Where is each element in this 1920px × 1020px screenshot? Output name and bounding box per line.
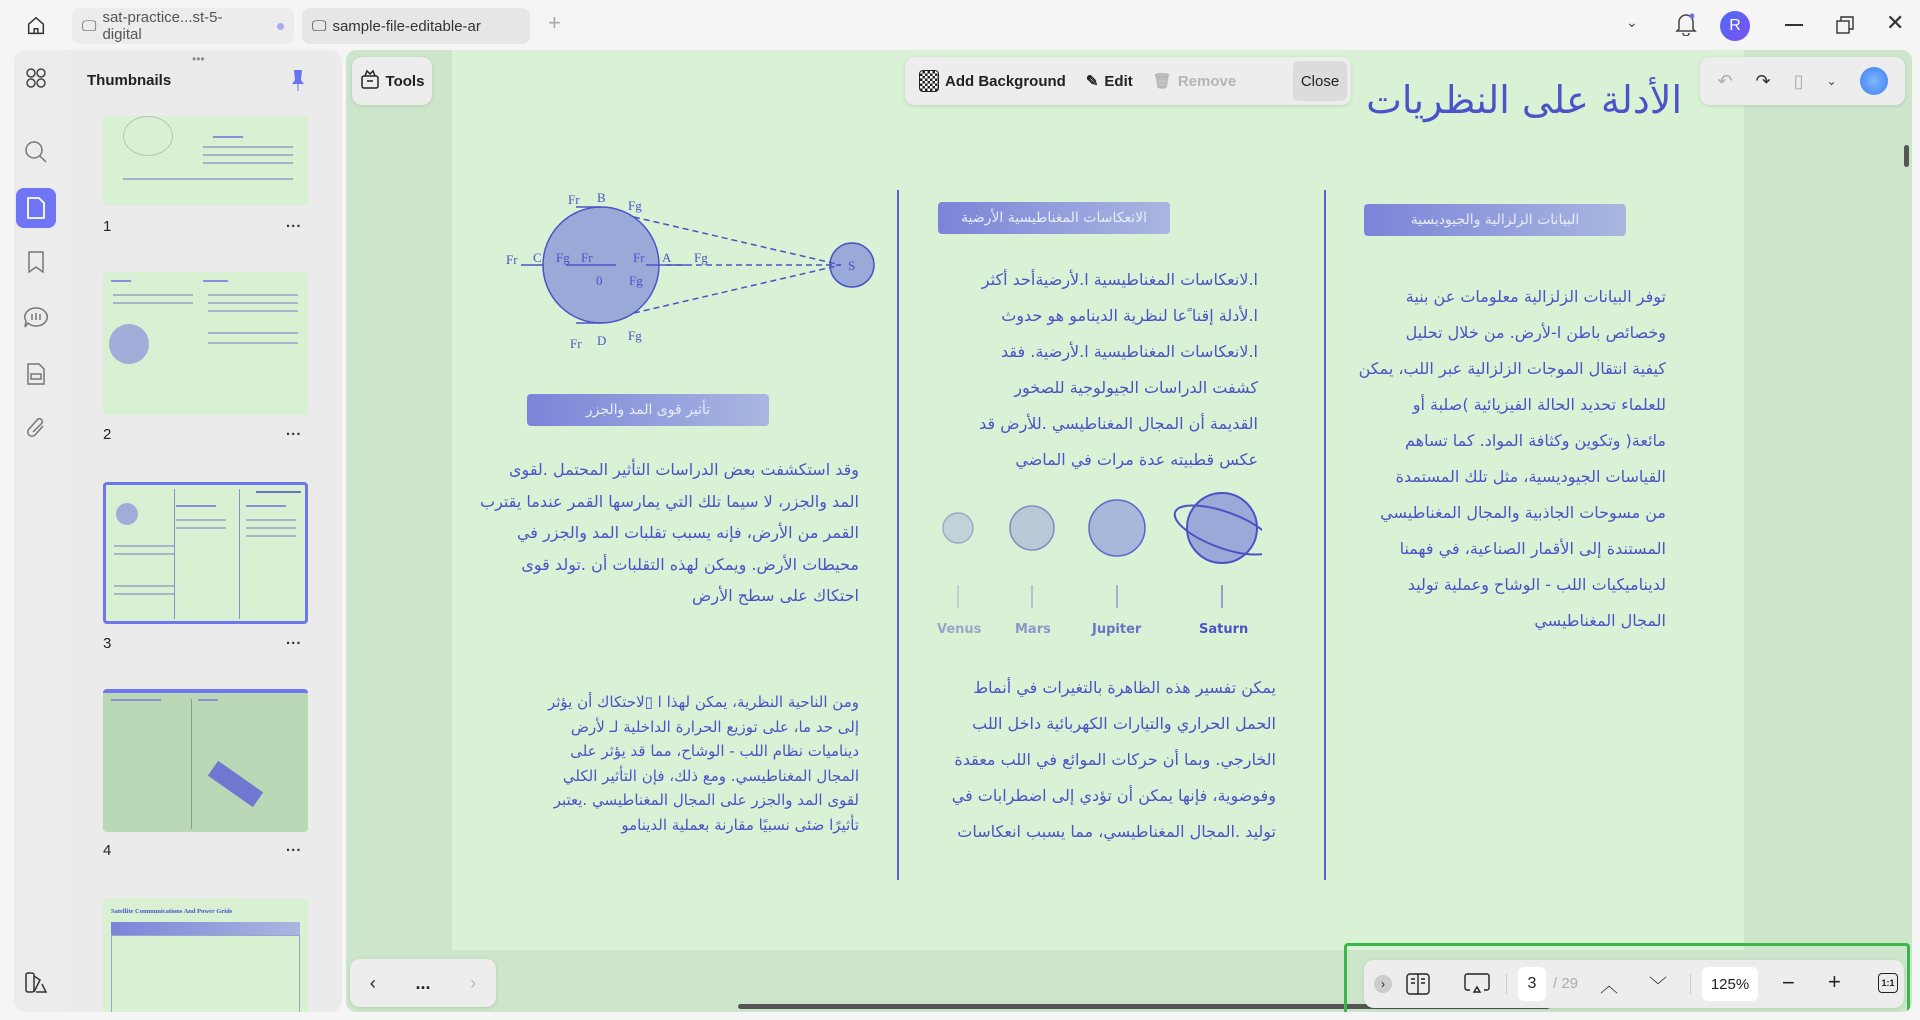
trash-icon: 🗑 [1152,73,1172,90]
thumbnails-panel [68,50,342,1012]
section-heading-reversals: الانعكاسات المغناطيسية الأرضية [938,202,1170,234]
tab-sat-practice[interactable]: 🖵 sat-practice...st-5-digital [72,8,294,44]
thumbnail-page-4[interactable] [103,689,308,832]
panel-drag-handle[interactable]: ••• [192,52,205,66]
monitor-icon: 🖵 [312,17,327,35]
page-down-button[interactable]: ﹀ [1649,976,1667,996]
actual-size-button[interactable]: 1:1 [1878,973,1898,993]
document-viewport [346,50,1912,1012]
view-toolbar [1364,960,1904,1008]
redo-icon[interactable]: ↷ [1755,70,1771,91]
thumbnail-title: Satellite Communications And Power Grids [111,908,233,915]
zoom-out-button[interactable]: − [1782,970,1795,995]
thumbnail-number: 1 [103,218,112,235]
column-divider [897,190,899,880]
panel-title: Thumbnails [87,72,172,89]
background-toolbar [905,57,1351,105]
new-tab-button[interactable]: + [548,10,561,35]
checker-icon [919,70,939,92]
pin-icon[interactable] [290,68,306,97]
svg-text:D: D [597,333,607,348]
svg-text:B: B [597,190,606,205]
document-page [452,50,1744,950]
planet-label-jupiter: Jupiter [1092,622,1142,637]
comment-icon[interactable] [16,298,56,338]
section-heading-seismic: البيانات الزلزالية والجيوديسية [1364,204,1626,236]
venus-planet [943,513,973,543]
close-window-button[interactable]: ✕ [1886,10,1905,35]
planet-label-venus: Venus [937,622,982,637]
left-rail [14,50,68,1012]
svg-text:Fr: Fr [568,192,580,207]
planet-label-saturn: Saturn [1199,622,1249,637]
total-pages: / 29 [1553,975,1579,992]
thumbnail-page-2[interactable] [103,272,308,415]
tab-sample-file[interactable]: 🖵 sample-file-editable-ar [302,8,530,44]
svg-text:Fr: Fr [633,250,645,265]
jupiter-planet [1089,500,1145,556]
thumbnail-more-button[interactable]: ... [286,838,302,855]
page-up-button[interactable]: ︿ [1600,976,1618,996]
attachment-icon[interactable] [16,408,56,448]
grid-icon[interactable] [16,58,56,98]
svg-text:Fg: Fg [556,250,570,265]
chevron-down-icon[interactable]: ⌄ [1826,74,1837,88]
thumbnail-page-3[interactable] [103,482,308,624]
tools-button[interactable]: Tools [352,57,432,105]
theme-icon[interactable] [16,962,56,1002]
unsaved-dot [277,23,284,30]
reversals-paragraph-2: يمكن تفسير هذه الظاهرة بالتغيرات في أنماط الحمل الحراري والتيارات الكهربائية داخل اللب الخارجي. وبما أن حركات الموائع في اللب معقدة وفوضوية، فإنها يمكن أن تؤدي إلى اضطرابات في توليد .المجال المغناطيسي، مما يسبب انعكاسات [951,678,1276,841]
vertical-scrollbar[interactable] [1904,145,1909,167]
page-number-input[interactable]: 3 [1518,967,1546,1001]
reversals-paragraph: ا.لانعكاسات المغناطيسية ا.لأرضيةأحد أكثر ا.لأدلة إقنا ًعا لنظرية الدينامو هو حدوث ا.لانعكاسات المغناطيسية ا.لأرضية. فقد كشفت الدراسات الجيولوجية للصخور القديمة أن المجال المغناطيسي .للأرض قد عكس قطبيته عدة مرات في الماضي [979,270,1258,469]
thumbnail-number: 2 [103,426,112,443]
undo-icon[interactable]: ↶ [1717,70,1733,91]
edit-background-icon: ✎ [1085,73,1099,90]
saturn-planet [1187,493,1257,563]
thumbnail-number: 3 [103,635,112,652]
thumbnail-more-button[interactable]: ... [286,214,302,231]
add-background-button[interactable]: Add Background [909,61,1076,101]
planet-label-mars: Mars [1015,622,1051,637]
svg-text:Fg: Fg [629,273,643,288]
page-nav [350,959,496,1007]
thumbnail-page-1[interactable] [103,116,308,206]
page-title: الأدلة على النظريات [1366,78,1682,122]
toolbox-icon [360,69,380,93]
search-icon[interactable] [16,132,56,172]
bell-icon[interactable] [1675,12,1697,41]
tidal-paragraph-2: ومن الناحية النظرية، يمكن لهذا ا ▯لاحتكاك أن يؤثر إلى حد ما، على توزيع الحرارة الداخلية لـ لأرض ديناميات نظام اللب - الوشاح، مما قد يؤثر على المجال المغناطيسي. ومع ذلك، فإن التأثير الكلي لقوى المد والجزر على المجال المغناطيسي .يعتبر تأثيرًا ضئى نسبيًا مقارنة بعملية الدينامو [547,693,859,834]
zoom-in-button[interactable]: + [1828,969,1841,994]
avatar[interactable]: R [1720,11,1750,41]
svg-text:A: A [662,250,672,265]
svg-text:S: S [848,258,856,273]
chevron-down-icon[interactable]: ⌄ [1626,14,1638,30]
edit-button[interactable]: ✎ Edit [1085,72,1133,90]
tidal-forces-diagram [496,180,896,360]
present-icon[interactable] [1464,973,1490,1000]
column-divider [1324,190,1326,880]
tidal-paragraph: وقد استكشفت بعض الدراسات التأثير المحتمل .لقوى المد والجزر، لا سيما تلك التي يمارسها القمر عندما يقترب القمر من الأرض، فإنه يسبب تقلبات المد والجزر في محيطات الأرض. ويمكن لهذه التقلبات أن .تولد قوى احتكاك على سطح الأرض [480,460,859,605]
svg-text:C: C [533,250,542,265]
page-icon[interactable] [16,188,56,228]
mars-planet [1010,506,1054,550]
thumbnail-number: 4 [103,842,112,859]
save-icon[interactable]: ▯ [1793,70,1804,91]
two-page-view-icon[interactable] [1406,973,1430,1000]
prev-button[interactable]: ‹ [369,972,376,993]
svg-text:Fg: Fg [628,328,642,343]
history-toolbar [1700,57,1905,105]
planets-figure [922,480,1262,610]
svg-text:Fg: Fg [628,198,642,213]
minimize-button[interactable] [1785,24,1803,26]
thumbnail-more-button[interactable]: ... [286,631,302,648]
svg-text:Fg: Fg [694,250,708,265]
next-button[interactable]: › [470,972,477,993]
monitor-icon: 🖵 [82,17,97,35]
seismic-paragraph: توفر البيانات الزلزالية معلومات عن بنية وخصائص باطن ا-لأرض. من خلال تحليل كيفية انتقال الموجات الزلزالية عبر اللب، يمكن للعلماء تحديد الحالة الفيزيائية )صلبة أو مائعة( وتكوين وكثافة المواد. كما تساهم القياسات الجيوديسية، مثل تلك المستمدة من مسوحات الجاذبية والمجال المغناطيسي المستندة إلى الأقمار الصناعية، في فهمنا لديناميكيات اللب - الوشاح وعملية توليد المجال المغناطيسي [1358,287,1666,630]
svg-text:0: 0 [596,273,603,288]
svg-text:Fr: Fr [506,252,518,267]
form-icon[interactable] [16,354,56,394]
svg-text:Fr: Fr [570,336,582,351]
thumbnail-page-5[interactable] [103,898,308,1012]
ai-assistant-icon[interactable] [1860,67,1888,95]
thumbnail-more-button[interactable]: ... [286,422,302,439]
zoom-level-input[interactable]: 125% [1702,967,1758,1001]
bookmark-icon[interactable] [16,242,56,282]
svg-text:Fr: Fr [581,250,593,265]
close-background-button[interactable]: Close [1293,61,1347,101]
restore-button[interactable] [1836,16,1854,34]
expand-button[interactable]: › [1374,975,1392,993]
home-icon[interactable] [22,12,50,40]
remove-button[interactable]: 🗑 Remove [1152,72,1237,90]
section-heading-tidal: تأثير قوى المد والجزر [527,394,769,426]
more-button[interactable]: ... [415,972,431,993]
